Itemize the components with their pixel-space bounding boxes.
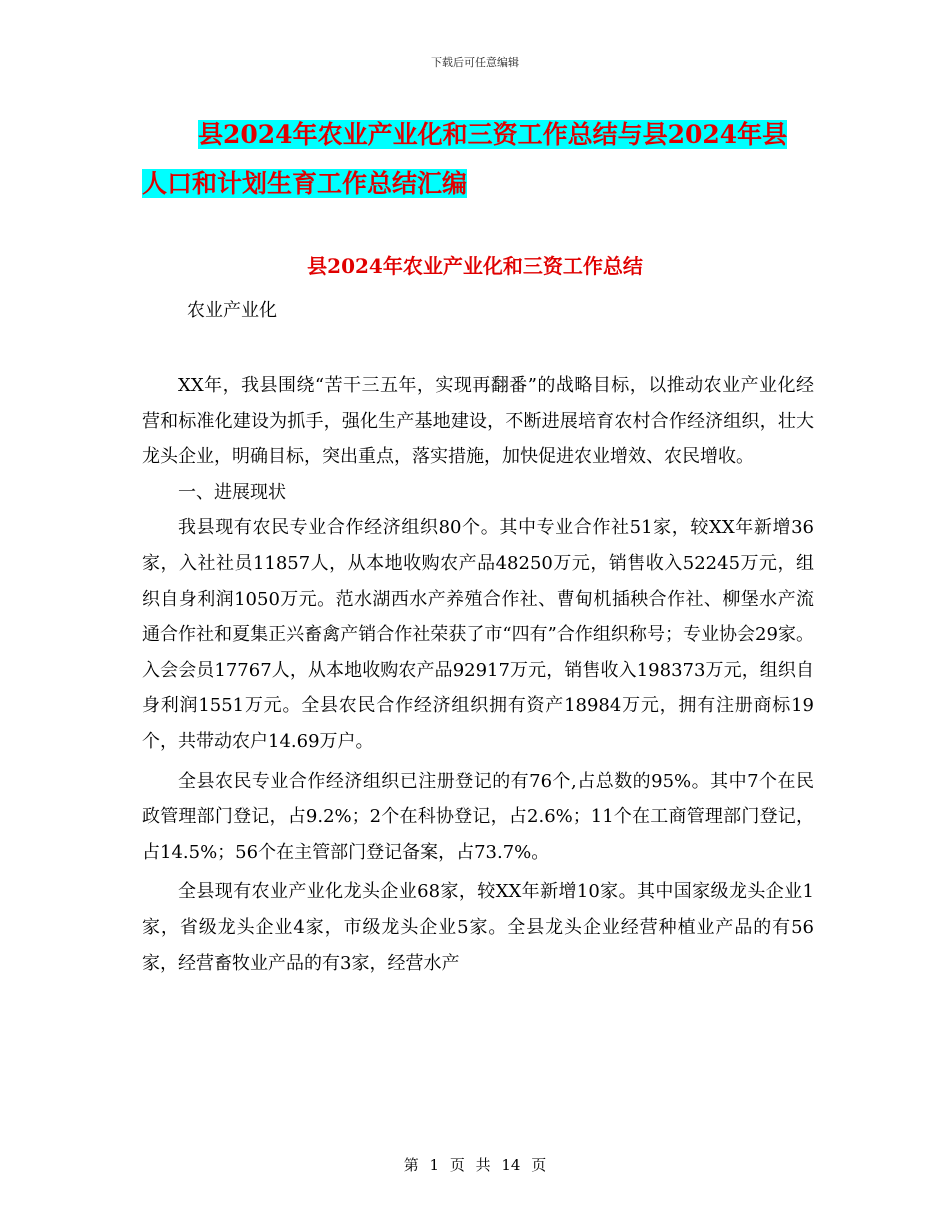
subheading: 农业产业化 <box>187 300 277 321</box>
paragraph-cooperatives: 我县现有农民专业合作经济组织80个。其中专业合作社51家，较XX年新增36家，入社社员11857人，从本地收购农产品48250万元，销售收入52245万元，组织自身利润1050万元。范水湖西水产养殖合作社、曹甸机插秧合作社、柳堡水产流通合作社和夏集正兴畜禽产销合作社荣获了市“四有”合作组织称号；专业协会29家。入会会员17767人，从本地收购农产品92917万元，销售收入198373万元，组织自身利润1551万元。全县农民合作经济组织拥有资产18984万元，拥有注册商标19个，共带动农户14.69万户。 <box>142 517 814 752</box>
paragraph-heading-status: 一、进展现状 <box>178 481 286 503</box>
paragraph-leading-enterprises: 全县现有农业产业化龙头企业68家，较XX年新增10家。其中国家级龙头企业1家，省级龙头企业4家，市级龙头企业5家。全县龙头企业经营种植业产品的有56家，经营畜牧业产品的有3家，经营水产 <box>142 881 814 974</box>
document-title-line-1-text: 县2024年农业产业化和三资工作总结与县2024年县 <box>198 120 788 149</box>
header-note: 下载后可任意编辑 <box>431 56 519 69</box>
section-title: 县2024年农业产业化和三资工作总结 <box>307 254 643 278</box>
paragraph-registration: 全县农民专业合作经济组织已注册登记的有76个,占总数的95%。其中7个在民政管理部门登记，占9.2%；2个在科协登记，占2.6%；11个在工商管理部门登记，占14.5%；56个在主管部门登记备案，占73.7%。 <box>142 770 814 863</box>
document-title <box>142 110 812 208</box>
page-footer: 第 1 页 共 14 页 <box>403 1156 547 1174</box>
document-title-line-2 <box>142 159 812 208</box>
body-text <box>142 368 814 981</box>
document-title-line-1 <box>142 110 812 159</box>
document-title-line-2-text: 人口和计划生育工作总结汇编 <box>142 169 468 198</box>
paragraph-intro: XX年，我县围绕“苦干三五年，实现再翻番”的战略目标，以推动农业产业化经营和标准化建设为抓手，强化生产基地建设，不断进展培育农村合作经济组织，壮大龙头企业，明确目标，突出重点，落实措施，加快促进农业增效、农民增收。 <box>142 375 814 468</box>
